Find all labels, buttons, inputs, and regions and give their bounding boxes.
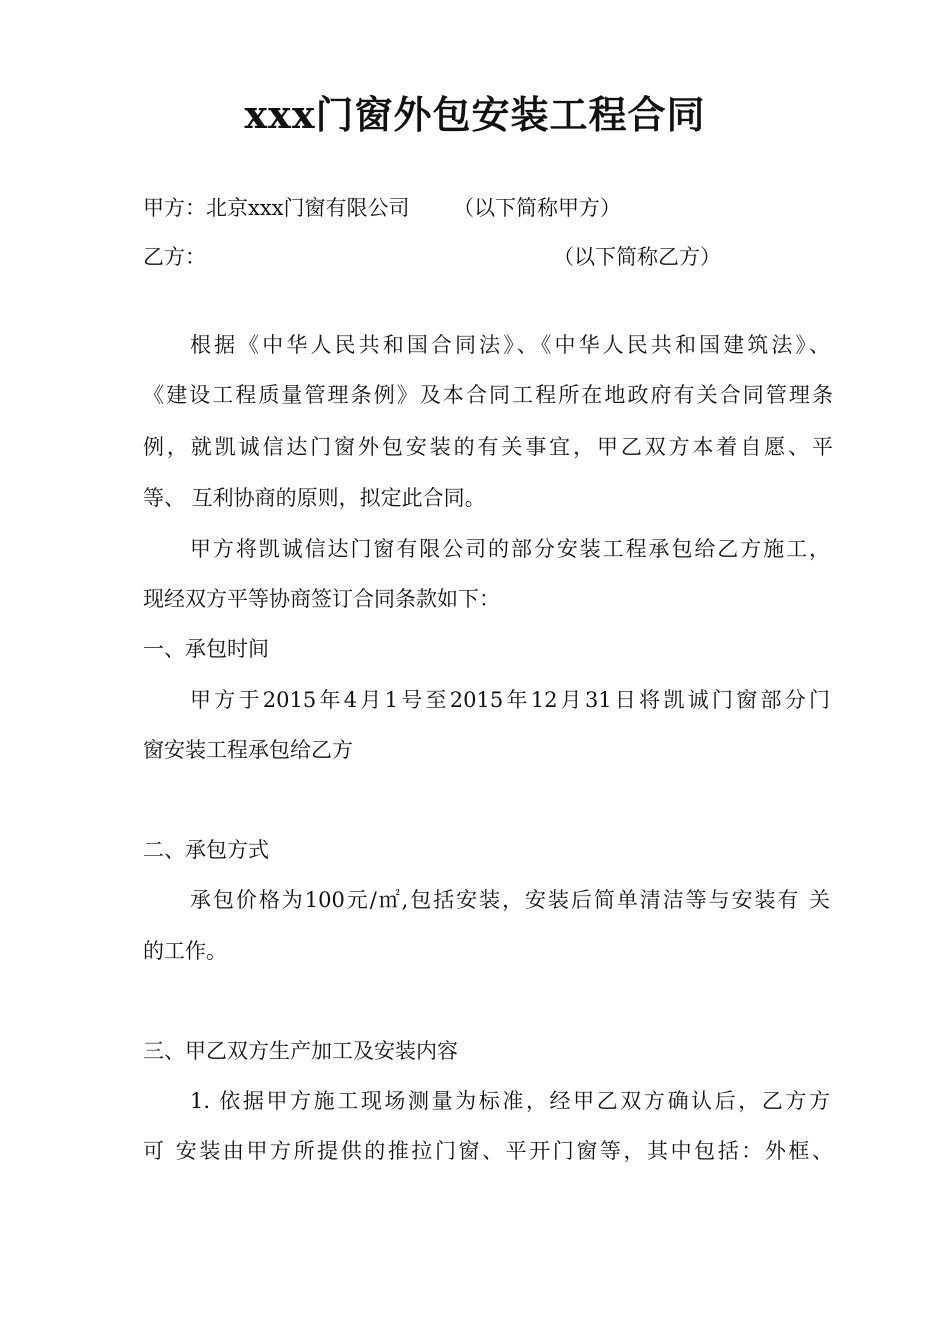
- section-1-heading: 一、承包时间: [143, 637, 269, 661]
- paragraph-1-line: 等、 互利协商的原则，拟定此合同。: [143, 486, 486, 510]
- section-2-line: 承包价格为100元/㎡,包括安装，安装后简单清洁等与安装有 关: [190, 888, 830, 912]
- paragraph-2-line: 现经双方平等协商签订合同条款如下：: [143, 587, 500, 611]
- paragraph-1-line: 根据《中华人民共和国合同法》、《中华人民共和国建筑法》、: [190, 333, 830, 357]
- paragraph-2-line: 甲方将凯诚信达门窗有限公司的部分安装工程承包给乙方施工，: [190, 537, 830, 561]
- party-b-label: 乙方：: [143, 245, 206, 269]
- contract-title: xxx门窗外包安装工程合同: [244, 92, 706, 137]
- party-a-note: （以下简称甲方）: [453, 196, 621, 220]
- section-2-line: 的工作。: [143, 939, 227, 963]
- section-3-heading: 三、甲乙双方生产加工及安装内容: [143, 1039, 458, 1063]
- section-3-line: 1. 依据甲方施工现场测量为标准，经甲乙双方确认后，乙方方: [190, 1089, 830, 1113]
- section-3-line: 可 安装由甲方所提供的推拉门窗、平开门窗等，其中包括：外框、: [143, 1139, 833, 1163]
- paragraph-1-line: 例，就凯诚信达门窗外包安装的有关事宜，甲乙双方本着自愿、平: [143, 435, 833, 459]
- party-b-note: （以下简称乙方）: [553, 245, 721, 269]
- section-1-line: 窗安装工程承包给乙方: [143, 738, 353, 762]
- section-1-line: 甲方于2015年4月1号至2015年12月31日将凯诚门窗部分门: [190, 688, 830, 712]
- section-2-heading: 二、承包方式: [143, 838, 269, 862]
- party-a-label: 甲方：北京xxx门窗有限公司: [143, 196, 410, 220]
- paragraph-1-line: 《建设工程质量管理条例》及本合同工程所在地政府有关合同管理条: [143, 383, 833, 407]
